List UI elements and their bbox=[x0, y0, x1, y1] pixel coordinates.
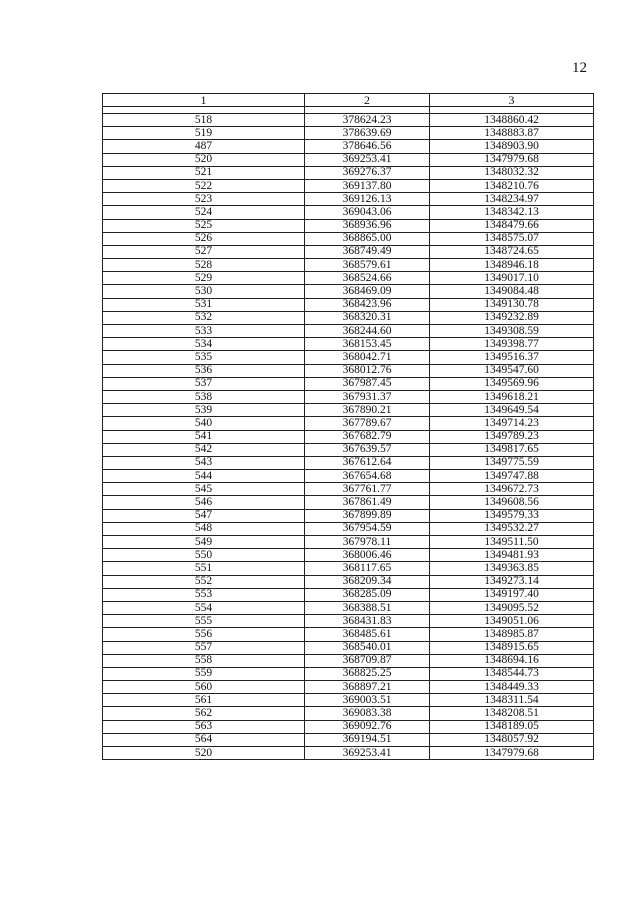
point-number-cell: 533 bbox=[103, 325, 305, 338]
x-coordinate-cell: 369194.51 bbox=[305, 733, 430, 746]
point-number-cell: 563 bbox=[103, 720, 305, 733]
y-coordinate-cell: 1349789.23 bbox=[430, 430, 594, 443]
y-coordinate-cell: 1348575.07 bbox=[430, 232, 594, 245]
x-coordinate-cell: 368865.00 bbox=[305, 232, 430, 245]
table-row bbox=[103, 720, 594, 733]
point-number-cell: 536 bbox=[103, 364, 305, 377]
table-row bbox=[103, 430, 594, 443]
table-row bbox=[103, 127, 594, 140]
x-coordinate-cell: 367899.89 bbox=[305, 509, 430, 522]
x-coordinate-cell: 368117.65 bbox=[305, 562, 430, 575]
x-coordinate-cell: 367682.79 bbox=[305, 430, 430, 443]
x-coordinate-cell: 368485.61 bbox=[305, 628, 430, 641]
x-coordinate-cell: 369092.76 bbox=[305, 720, 430, 733]
point-number-cell: 542 bbox=[103, 443, 305, 456]
point-number-cell: 521 bbox=[103, 166, 305, 179]
table-row bbox=[103, 747, 594, 760]
y-coordinate-cell: 1348234.97 bbox=[430, 193, 594, 206]
table-row bbox=[103, 733, 594, 746]
y-coordinate-cell: 1349516.37 bbox=[430, 351, 594, 364]
table-row bbox=[103, 549, 594, 562]
table-row bbox=[103, 483, 594, 496]
table-row bbox=[103, 298, 594, 311]
table-row bbox=[103, 364, 594, 377]
point-number-cell: 535 bbox=[103, 351, 305, 364]
table-row bbox=[103, 641, 594, 654]
y-coordinate-cell: 1348210.76 bbox=[430, 179, 594, 192]
table-row bbox=[103, 443, 594, 456]
x-coordinate-cell: 369003.51 bbox=[305, 694, 430, 707]
y-coordinate-cell: 1349817.65 bbox=[430, 443, 594, 456]
table-row bbox=[103, 153, 594, 166]
point-number-cell: 556 bbox=[103, 628, 305, 641]
y-coordinate-cell: 1348883.87 bbox=[430, 127, 594, 140]
point-number-cell: 525 bbox=[103, 219, 305, 232]
y-coordinate-cell: 1348694.16 bbox=[430, 654, 594, 667]
y-coordinate-cell: 1349481.93 bbox=[430, 549, 594, 562]
x-coordinate-cell: 367987.45 bbox=[305, 377, 430, 390]
table-row bbox=[103, 114, 594, 127]
table-row bbox=[103, 575, 594, 588]
y-coordinate-cell: 1348311.54 bbox=[430, 694, 594, 707]
x-coordinate-cell: 367954.59 bbox=[305, 522, 430, 535]
x-coordinate-cell: 368469.09 bbox=[305, 285, 430, 298]
point-number-cell: 541 bbox=[103, 430, 305, 443]
y-coordinate-cell: 1349084.48 bbox=[430, 285, 594, 298]
x-coordinate-cell: 367761.77 bbox=[305, 483, 430, 496]
point-number-cell: 539 bbox=[103, 404, 305, 417]
table-row bbox=[103, 338, 594, 351]
y-coordinate-cell: 1347979.68 bbox=[430, 153, 594, 166]
point-number-cell: 553 bbox=[103, 588, 305, 601]
y-coordinate-cell: 1349579.33 bbox=[430, 509, 594, 522]
table-row bbox=[103, 325, 594, 338]
y-coordinate-cell: 1348915.65 bbox=[430, 641, 594, 654]
table-row bbox=[103, 232, 594, 245]
point-number-cell: 538 bbox=[103, 390, 305, 403]
x-coordinate-cell: 367789.67 bbox=[305, 417, 430, 430]
point-number-cell: 543 bbox=[103, 456, 305, 469]
table-row bbox=[103, 377, 594, 390]
y-coordinate-cell: 1349547.60 bbox=[430, 364, 594, 377]
column-header-2: 2 bbox=[305, 94, 430, 107]
point-number-cell: 545 bbox=[103, 483, 305, 496]
point-number-cell: 487 bbox=[103, 140, 305, 153]
point-number-cell: 547 bbox=[103, 509, 305, 522]
point-number-cell: 540 bbox=[103, 417, 305, 430]
x-coordinate-cell: 368244.60 bbox=[305, 325, 430, 338]
x-coordinate-cell: 367978.11 bbox=[305, 536, 430, 549]
y-coordinate-cell: 1349608.56 bbox=[430, 496, 594, 509]
x-coordinate-cell: 368006.46 bbox=[305, 549, 430, 562]
y-coordinate-cell: 1349618.21 bbox=[430, 390, 594, 403]
x-coordinate-cell: 367639.57 bbox=[305, 443, 430, 456]
point-number-cell: 550 bbox=[103, 549, 305, 562]
point-number-cell: 523 bbox=[103, 193, 305, 206]
table-row bbox=[103, 694, 594, 707]
y-coordinate-cell: 1349232.89 bbox=[430, 311, 594, 324]
header-separator-row bbox=[103, 107, 594, 114]
x-coordinate-cell: 368285.09 bbox=[305, 588, 430, 601]
table-row bbox=[103, 404, 594, 417]
y-coordinate-cell: 1349672.73 bbox=[430, 483, 594, 496]
table-row bbox=[103, 259, 594, 272]
table-row bbox=[103, 509, 594, 522]
y-coordinate-cell: 1349569.96 bbox=[430, 377, 594, 390]
point-number-cell: 548 bbox=[103, 522, 305, 535]
x-coordinate-cell: 368540.01 bbox=[305, 641, 430, 654]
y-coordinate-cell: 1348208.51 bbox=[430, 707, 594, 720]
point-number-cell: 532 bbox=[103, 311, 305, 324]
x-coordinate-cell: 368209.34 bbox=[305, 575, 430, 588]
point-number-cell: 544 bbox=[103, 470, 305, 483]
y-coordinate-cell: 1349775.59 bbox=[430, 456, 594, 469]
point-number-cell: 527 bbox=[103, 245, 305, 258]
point-number-cell: 534 bbox=[103, 338, 305, 351]
x-coordinate-cell: 368153.45 bbox=[305, 338, 430, 351]
table-header-row bbox=[103, 94, 594, 107]
point-number-cell: 531 bbox=[103, 298, 305, 311]
column-header-3: 3 bbox=[430, 94, 594, 107]
table-row bbox=[103, 536, 594, 549]
x-coordinate-cell: 367612.64 bbox=[305, 456, 430, 469]
x-coordinate-cell: 369276.37 bbox=[305, 166, 430, 179]
table-row bbox=[103, 219, 594, 232]
table-row bbox=[103, 628, 594, 641]
table-row bbox=[103, 272, 594, 285]
x-coordinate-cell: 368012.76 bbox=[305, 364, 430, 377]
y-coordinate-cell: 1349308.59 bbox=[430, 325, 594, 338]
y-coordinate-cell: 1348544.73 bbox=[430, 667, 594, 680]
table-row bbox=[103, 285, 594, 298]
table-row bbox=[103, 522, 594, 535]
point-number-cell: 552 bbox=[103, 575, 305, 588]
point-number-cell: 526 bbox=[103, 232, 305, 245]
table-row bbox=[103, 351, 594, 364]
x-coordinate-cell: 378624.23 bbox=[305, 114, 430, 127]
y-coordinate-cell: 1349532.27 bbox=[430, 522, 594, 535]
x-coordinate-cell: 369253.41 bbox=[305, 747, 430, 760]
point-number-cell: 559 bbox=[103, 667, 305, 680]
table-row bbox=[103, 166, 594, 179]
table-row bbox=[103, 390, 594, 403]
table-row bbox=[103, 615, 594, 628]
y-coordinate-cell: 1348724.65 bbox=[430, 245, 594, 258]
x-coordinate-cell: 368936.96 bbox=[305, 219, 430, 232]
point-number-cell: 518 bbox=[103, 114, 305, 127]
y-coordinate-cell: 1349649.54 bbox=[430, 404, 594, 417]
point-number-cell: 546 bbox=[103, 496, 305, 509]
x-coordinate-cell: 368524.66 bbox=[305, 272, 430, 285]
point-number-cell: 557 bbox=[103, 641, 305, 654]
x-coordinate-cell: 367654.68 bbox=[305, 470, 430, 483]
point-number-cell: 561 bbox=[103, 694, 305, 707]
y-coordinate-cell: 1349017.10 bbox=[430, 272, 594, 285]
y-coordinate-cell: 1348189.05 bbox=[430, 720, 594, 733]
table-row bbox=[103, 245, 594, 258]
table-row bbox=[103, 206, 594, 219]
x-coordinate-cell: 368897.21 bbox=[305, 681, 430, 694]
y-coordinate-cell: 1349197.40 bbox=[430, 588, 594, 601]
y-coordinate-cell: 1349130.78 bbox=[430, 298, 594, 311]
point-number-cell: 524 bbox=[103, 206, 305, 219]
point-number-cell: 522 bbox=[103, 179, 305, 192]
y-coordinate-cell: 1349095.52 bbox=[430, 601, 594, 614]
table-row bbox=[103, 654, 594, 667]
table-row bbox=[103, 681, 594, 694]
point-number-cell: 530 bbox=[103, 285, 305, 298]
y-coordinate-cell: 1348032.32 bbox=[430, 166, 594, 179]
table-row bbox=[103, 562, 594, 575]
x-coordinate-cell: 368825.25 bbox=[305, 667, 430, 680]
x-coordinate-cell: 368749.49 bbox=[305, 245, 430, 258]
y-coordinate-cell: 1348985.87 bbox=[430, 628, 594, 641]
point-number-cell: 558 bbox=[103, 654, 305, 667]
y-coordinate-cell: 1348946.18 bbox=[430, 259, 594, 272]
table-body bbox=[103, 107, 594, 760]
y-coordinate-cell: 1349051.06 bbox=[430, 615, 594, 628]
y-coordinate-cell: 1348449.33 bbox=[430, 681, 594, 694]
x-coordinate-cell: 368423.96 bbox=[305, 298, 430, 311]
table-row bbox=[103, 456, 594, 469]
table-row bbox=[103, 140, 594, 153]
table-row bbox=[103, 417, 594, 430]
point-number-cell: 520 bbox=[103, 153, 305, 166]
column-header-1: 1 bbox=[103, 94, 305, 107]
x-coordinate-cell: 368320.31 bbox=[305, 311, 430, 324]
y-coordinate-cell: 1348860.42 bbox=[430, 114, 594, 127]
x-coordinate-cell: 369126.13 bbox=[305, 193, 430, 206]
point-number-cell: 529 bbox=[103, 272, 305, 285]
table-row bbox=[103, 707, 594, 720]
x-coordinate-cell: 368579.61 bbox=[305, 259, 430, 272]
x-coordinate-cell: 367890.21 bbox=[305, 404, 430, 417]
table-row bbox=[103, 311, 594, 324]
table-row bbox=[103, 179, 594, 192]
point-number-cell: 551 bbox=[103, 562, 305, 575]
y-coordinate-cell: 1348903.90 bbox=[430, 140, 594, 153]
point-number-cell: 549 bbox=[103, 536, 305, 549]
point-number-cell: 555 bbox=[103, 615, 305, 628]
x-coordinate-cell: 368709.87 bbox=[305, 654, 430, 667]
y-coordinate-cell: 1349363.85 bbox=[430, 562, 594, 575]
x-coordinate-cell: 368042.71 bbox=[305, 351, 430, 364]
table-row bbox=[103, 601, 594, 614]
x-coordinate-cell: 368431.83 bbox=[305, 615, 430, 628]
x-coordinate-cell: 367931.37 bbox=[305, 390, 430, 403]
point-number-cell: 528 bbox=[103, 259, 305, 272]
x-coordinate-cell: 369043.06 bbox=[305, 206, 430, 219]
table-row bbox=[103, 496, 594, 509]
table-row bbox=[103, 588, 594, 601]
x-coordinate-cell: 369083.38 bbox=[305, 707, 430, 720]
point-number-cell: 519 bbox=[103, 127, 305, 140]
coordinates-table bbox=[102, 93, 594, 760]
point-number-cell: 520 bbox=[103, 747, 305, 760]
table-row bbox=[103, 193, 594, 206]
point-number-cell: 560 bbox=[103, 681, 305, 694]
x-coordinate-cell: 369137.80 bbox=[305, 179, 430, 192]
table-row bbox=[103, 667, 594, 680]
y-coordinate-cell: 1349511.50 bbox=[430, 536, 594, 549]
y-coordinate-cell: 1348479.66 bbox=[430, 219, 594, 232]
point-number-cell: 562 bbox=[103, 707, 305, 720]
point-number-cell: 564 bbox=[103, 733, 305, 746]
x-coordinate-cell: 367861.49 bbox=[305, 496, 430, 509]
y-coordinate-cell: 1348057.92 bbox=[430, 733, 594, 746]
y-coordinate-cell: 1347979.68 bbox=[430, 747, 594, 760]
y-coordinate-cell: 1349273.14 bbox=[430, 575, 594, 588]
y-coordinate-cell: 1348342.13 bbox=[430, 206, 594, 219]
table-row bbox=[103, 470, 594, 483]
y-coordinate-cell: 1349714.23 bbox=[430, 417, 594, 430]
page-number: 12 bbox=[572, 60, 587, 76]
y-coordinate-cell: 1349398.77 bbox=[430, 338, 594, 351]
point-number-cell: 537 bbox=[103, 377, 305, 390]
x-coordinate-cell: 378646.56 bbox=[305, 140, 430, 153]
x-coordinate-cell: 368388.51 bbox=[305, 601, 430, 614]
x-coordinate-cell: 378639.69 bbox=[305, 127, 430, 140]
y-coordinate-cell: 1349747.88 bbox=[430, 470, 594, 483]
point-number-cell: 554 bbox=[103, 601, 305, 614]
x-coordinate-cell: 369253.41 bbox=[305, 153, 430, 166]
